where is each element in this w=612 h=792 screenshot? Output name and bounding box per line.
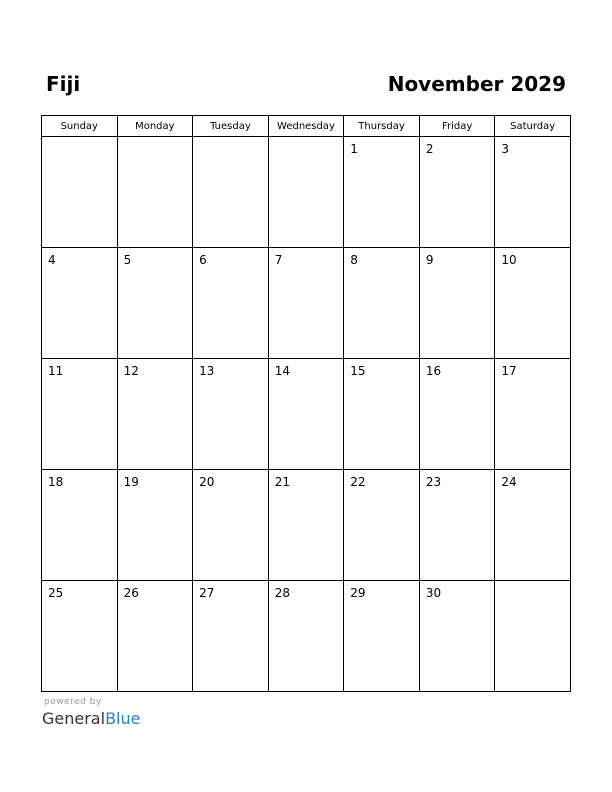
day-cell	[268, 359, 344, 470]
day-number: 9	[425, 253, 434, 267]
day-cell	[193, 581, 269, 692]
day-cell	[419, 470, 495, 581]
day-number	[42, 137, 117, 142]
weekday-sunday: Sunday	[42, 116, 118, 137]
week-row-2	[42, 248, 571, 359]
day-number: 8	[350, 253, 358, 267]
day-number: 23	[425, 475, 442, 489]
day-number: 28	[274, 586, 290, 600]
weekday-thursday: Thursday	[344, 116, 420, 137]
day-cell	[419, 359, 495, 470]
day-cell	[344, 137, 420, 248]
day-number: 24	[501, 475, 517, 489]
day-number: 15	[350, 364, 366, 378]
day-number	[118, 137, 193, 142]
day-cell	[193, 248, 269, 359]
day-number: 5	[123, 253, 132, 267]
brand-general: General	[42, 709, 106, 728]
day-number: 27	[199, 586, 215, 600]
day-number: 4	[48, 253, 56, 267]
day-cell	[42, 470, 118, 581]
day-cell	[117, 470, 193, 581]
day-cell	[42, 581, 118, 692]
day-cell	[42, 248, 118, 359]
day-number: 21	[274, 475, 290, 489]
day-number	[269, 137, 344, 142]
weekday-wednesday: Wednesday	[268, 116, 344, 137]
weekday-tuesday: Tuesday	[193, 116, 269, 137]
day-number: 6	[199, 253, 207, 267]
week-row-1	[42, 137, 571, 248]
day-cell	[42, 359, 118, 470]
generalblue-logo[interactable]	[42, 709, 140, 729]
day-number: 26	[123, 586, 139, 600]
day-number: 18	[48, 475, 64, 489]
day-cell	[344, 470, 420, 581]
powered-by-text: powered by	[44, 697, 102, 707]
calendar-grid	[41, 115, 571, 692]
day-cell	[117, 581, 193, 692]
day-cell	[268, 581, 344, 692]
day-number: 7	[274, 253, 283, 267]
week-row-5	[42, 581, 571, 692]
day-number: 22	[350, 475, 366, 489]
day-number: 17	[501, 364, 517, 378]
weekday-saturday: Saturday	[495, 116, 571, 137]
day-cell	[268, 137, 344, 248]
day-cell	[419, 581, 495, 692]
brand-blue: Blue	[105, 709, 141, 728]
day-number	[193, 137, 268, 142]
weekday-monday: Monday	[117, 116, 193, 137]
day-cell	[268, 470, 344, 581]
day-number: 20	[199, 475, 215, 489]
day-cell	[117, 359, 193, 470]
day-number: 25	[48, 586, 64, 600]
day-cell	[495, 470, 571, 581]
day-number: 29	[350, 586, 366, 600]
week-row-3	[42, 359, 571, 470]
weekday-header-row	[42, 116, 571, 137]
day-number: 30	[425, 586, 442, 600]
day-number	[495, 581, 570, 586]
country-title: Fiji	[46, 72, 81, 96]
day-number: 1	[350, 142, 358, 156]
day-cell	[117, 137, 193, 248]
day-cell	[193, 137, 269, 248]
day-cell	[344, 359, 420, 470]
day-number: 14	[274, 364, 290, 378]
day-cell	[419, 248, 495, 359]
week-row-4	[42, 470, 571, 581]
day-cell	[117, 248, 193, 359]
day-cell	[495, 581, 571, 692]
day-cell	[193, 359, 269, 470]
month-year-title: November 2029	[387, 72, 566, 96]
day-number: 3	[501, 142, 510, 156]
day-number: 11	[48, 364, 64, 378]
day-cell	[344, 248, 420, 359]
day-cell	[495, 359, 571, 470]
day-number: 2	[425, 142, 434, 156]
day-number: 13	[199, 364, 215, 378]
footer-branding	[42, 697, 140, 729]
weekday-friday: Friday	[419, 116, 495, 137]
day-cell	[42, 137, 118, 248]
day-cell	[268, 248, 344, 359]
day-number: 16	[425, 364, 442, 378]
day-cell	[495, 248, 571, 359]
day-number: 19	[123, 475, 139, 489]
day-cell	[495, 137, 571, 248]
day-cell	[419, 137, 495, 248]
day-cell	[344, 581, 420, 692]
day-cell	[193, 470, 269, 581]
day-number: 10	[501, 253, 517, 267]
day-number: 12	[123, 364, 139, 378]
